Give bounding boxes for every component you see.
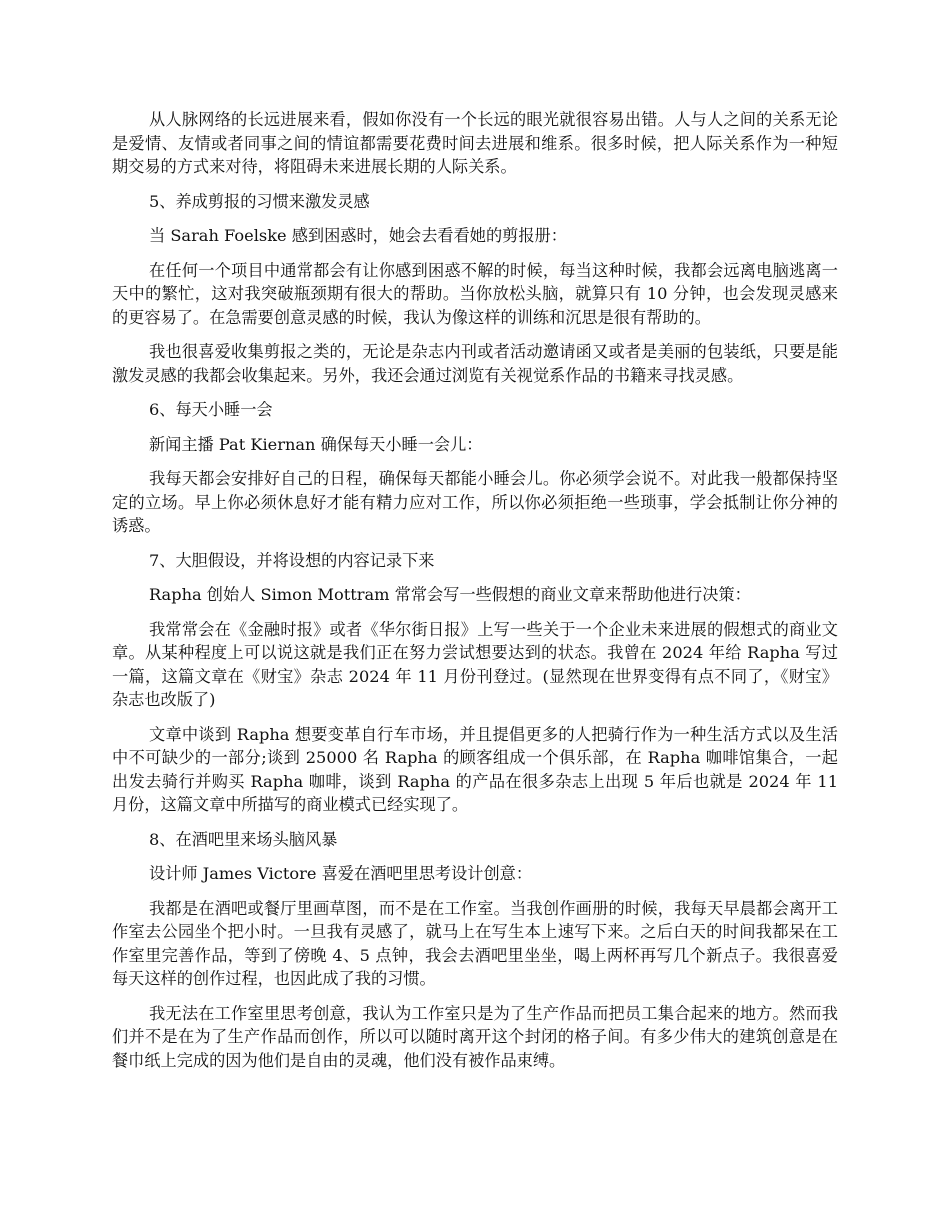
heading-5-clippings: 5、养成剪报的习惯来激发灵感 xyxy=(149,191,370,211)
paragraph-james-quote-1: 我都是在酒吧或餐厅里画草图，而不是在工作室。当我创作画册的时候，我每天早晨都会离开工作室去公园坐个把小时。一旦我有灵感了，就马上在写生本上速写下来。之后白天的时间我都呆在工作室里完善作品，等到了傍晚 4、5 点钟，我会去酒吧里坐坐，喝上两杯再写几个新点子。我很喜爱每天这样的创作过程，也因此成了我的习惯。 xyxy=(112,898,838,988)
paragraph-sarah-intro: 当 Sarah Foelske 感到困惑时，她会去看看她的剪报册： xyxy=(149,226,567,245)
heading-7-hypothesis: 7、大胆假设，并将设想的内容记录下来 xyxy=(149,550,435,570)
paragraph-sarah-quote-2: 我也很喜爱收集剪报之类的，无论是杂志内刊或者活动邀请函又或者是美丽的包装纸，只要是能激发灵感的我都会收集起来。另外，我还会通过浏览有关视觉系作品的书籍来寻找灵感。 xyxy=(112,342,838,385)
paragraph-james-quote-2: 我无法在工作室里思考创意，我认为工作室只是为了生产作品而把员工集合起来的地方。然而我们并不是在为了生产作品而创作，所以可以随时离开这个封闭的格子间。有多少伟大的建筑创意是在餐巾纸上完成的因为他们是自由的灵魂，他们没有被作品束缚。 xyxy=(112,1003,838,1070)
paragraph-pat-intro: 新闻主播 Pat Kiernan 确保每天小睡一会儿： xyxy=(149,434,483,454)
paragraph-sarah-quote-1: 在任何一个项目中通常都会有让你感到困惑不解的时候，每当这种时候，我都会远离电脑逃离一天中的繁忙，这对我突破瓶颈期有很大的帮助。当你放松头脑，就算只有 10 分钟，也会发现灵感来的更容易了。在急需要创意灵感的时候，我认为像这样的训练和沉思是很有帮助的。 xyxy=(112,260,838,327)
paragraph-simon-quote-2: 文章中谈到 Rapha 想要变革自行车市场，并且提倡更多的人把骑行作为一种生活方式以及生活中不可缺少的一部分;谈到 25000 名 Rapha 的顾客组成一个俱乐部，在 Rapha 咖啡馆集合，一起出发去骑行并购买 Rapha 咖啡，谈到 Rapha 的产品在很多杂志上出现 5 年后也就是 2024 年 11 月份，这篇文章中所描写的商业模式已经实现了。 xyxy=(112,724,838,814)
paragraph-pat-quote: 我每天都会安排好自己的日程，确保每天都能小睡会儿。你必须学会说不。对此我一般都保持坚定的立场。早上你必须休息好才能有精力应对工作，所以你必须拒绝一些琐事，学会抵制让你分神的诱惑。 xyxy=(112,469,838,535)
heading-6-nap: 6、每天小睡一会 xyxy=(149,400,273,419)
heading-8-bar-brainstorm: 8、在酒吧里来场头脑风暴 xyxy=(149,829,338,849)
paragraph-simon-intro: Rapha 创始人 Simon Mottram 常常会写一些假想的商业文章来帮助他进行决策： xyxy=(149,585,751,604)
paragraph-networking-longterm: 从人脉网络的长远进展来看，假如你没有一个长远的眼光就很容易出错。人与人之间的关系无论是爱情、友情或者同事之间的情谊都需要花费时间去进展和维系。很多时候，把人际关系作为一种短期交易的方式来对待，将阻碍未来进展长期的人际关系。 xyxy=(112,110,838,176)
paragraph-simon-quote-1: 我常常会在《金融时报》或者《华尔街日报》上写一些关于一个企业未来进展的假想式的商业文章。从某种程度上可以说这就是我们正在努力尝试想要达到的状态。我曾在 2024 年给 Rapha 写过一篇，这篇文章在《财宝》杂志 2024 年 11 月份刊登过。(显然现在世界变得有点不同了，《财宝》杂志也改版了) xyxy=(112,619,838,709)
paragraph-james-intro: 设计师 James Victore 喜爱在酒吧里思考设计创意： xyxy=(149,864,533,883)
